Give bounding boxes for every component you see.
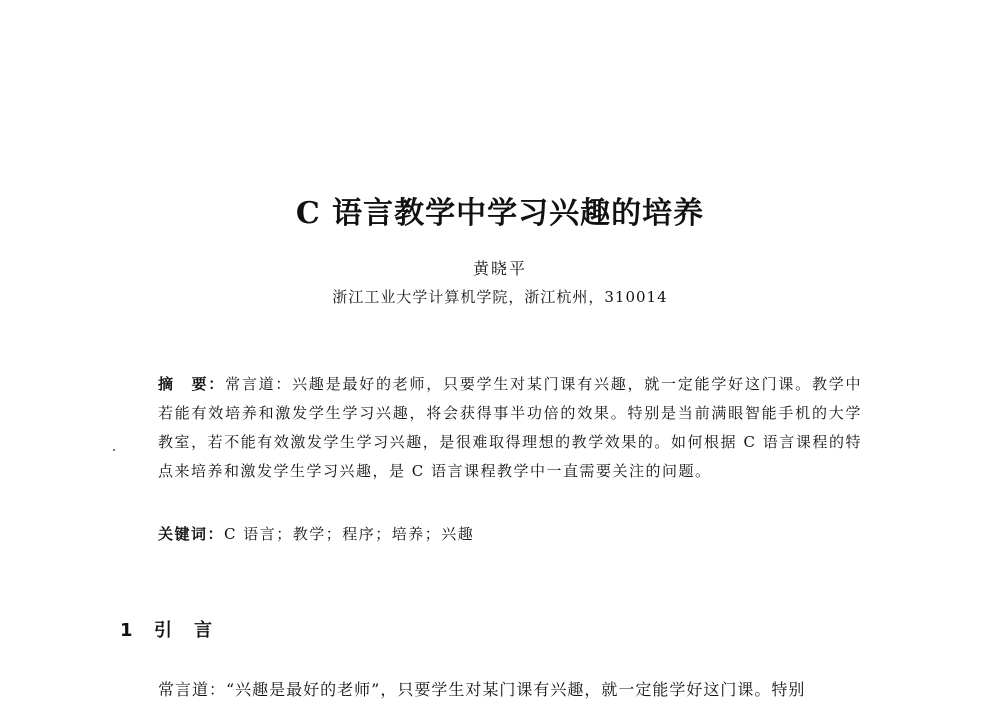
section-heading: [120, 616, 214, 642]
body-paragraph: 常言道：“兴趣是最好的老师”，只要学生对某门课有兴趣，就一定能学好这门课。特别: [158, 680, 806, 699]
abstract: [158, 370, 862, 486]
section-number: 1: [120, 620, 135, 641]
abstract-text: 常言道：兴趣是最好的老师，只要学生对某门课有兴趣，就一定能学好这门课。教学中若能有效培养和激发学生学习兴趣，将会获得事半功倍的效果。特别是当前满眼智能手机的大学教室，若不能有效激发学生学习兴趣，是很难取得理想的教学效果的。如何根据 C 语言课程的特点来培养和激发学生学习兴趣，是 C 语言课程教学中一直需要关注的问题。: [158, 375, 862, 480]
keywords-text: C 语言；教学；程序；培养；兴趣: [224, 525, 475, 543]
scan-speck: [113, 449, 115, 451]
author-affiliation: 浙江工业大学计算机学院，浙江杭州，310014: [332, 288, 668, 306]
keywords-label: 关键词：: [158, 525, 225, 543]
abstract-label: 摘 要：: [158, 375, 226, 393]
paper-title: C 语言教学中学习兴趣的培养: [295, 196, 705, 231]
author-name: 黄晓平: [472, 259, 527, 278]
section-title: 引 言: [154, 620, 214, 641]
keywords: [158, 523, 862, 544]
